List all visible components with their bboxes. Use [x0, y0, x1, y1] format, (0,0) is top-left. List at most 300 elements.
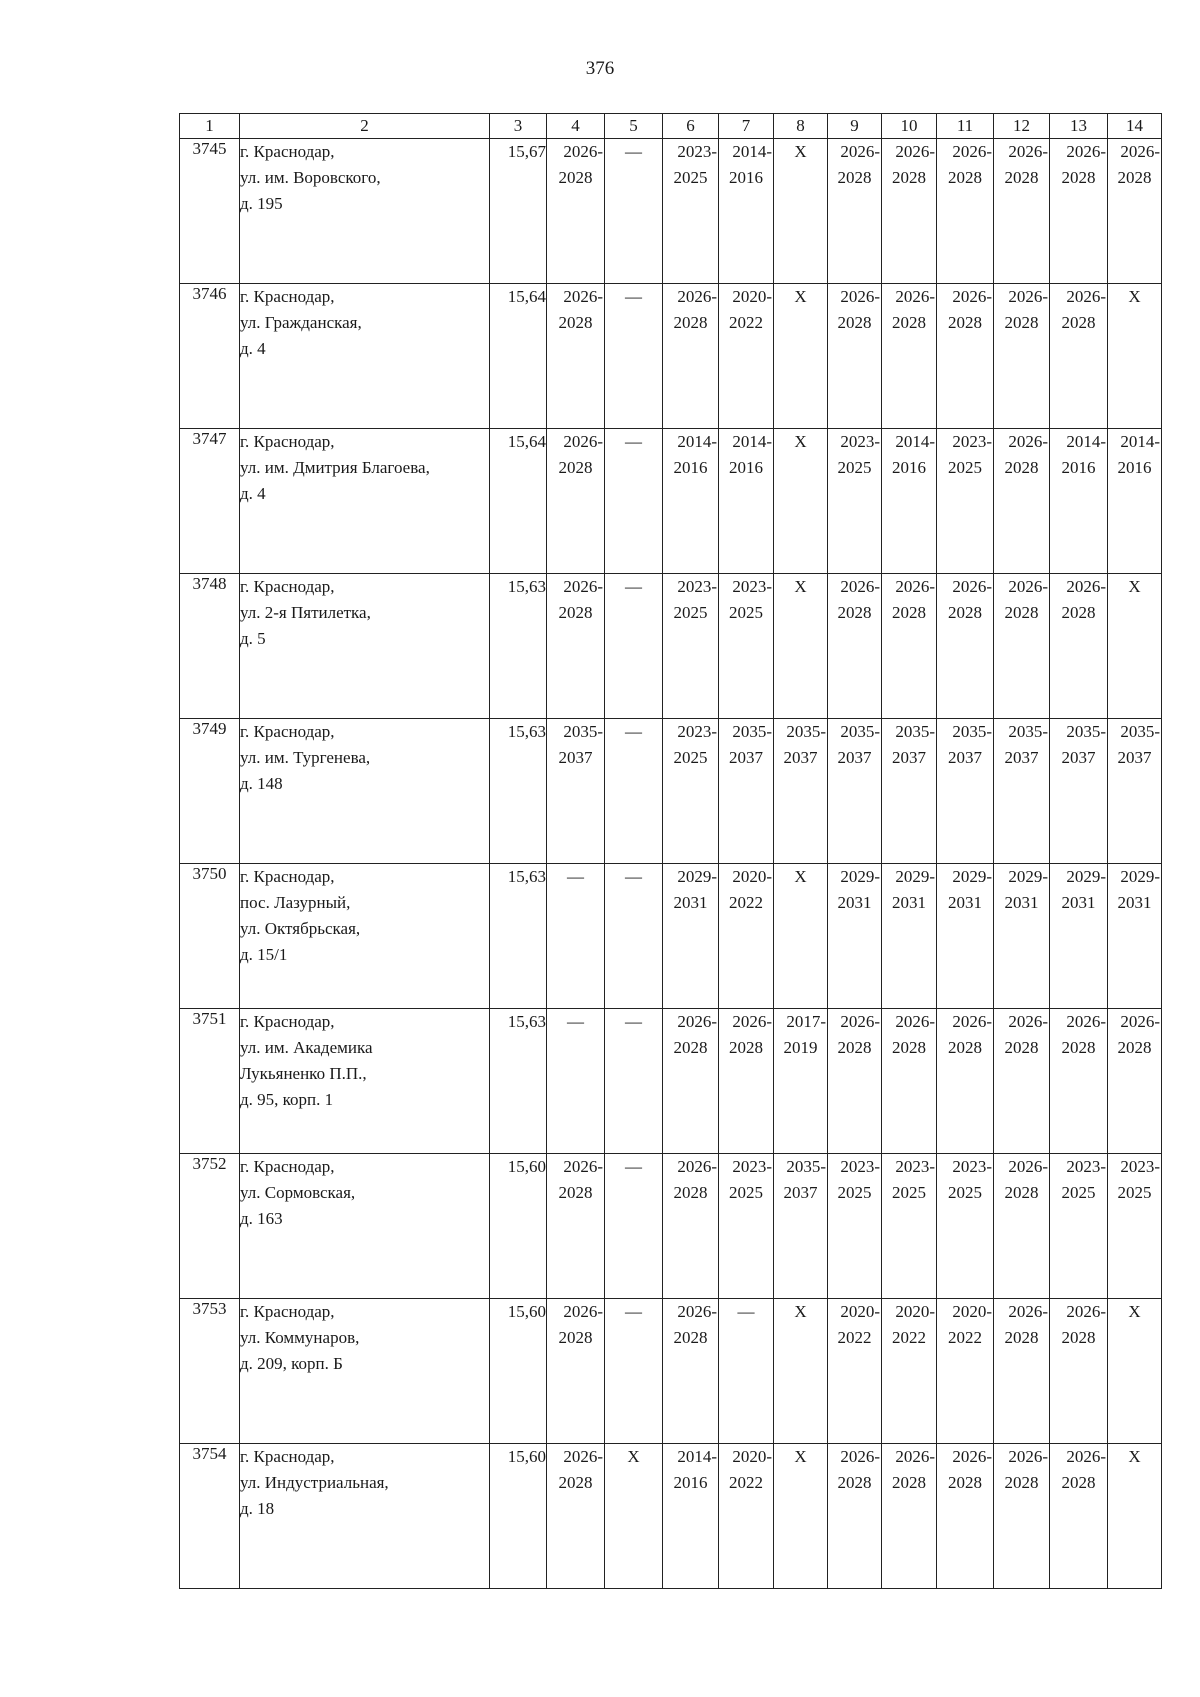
period-end: 2028: [837, 1473, 872, 1492]
period-end: 2022: [729, 893, 763, 912]
period-start: 2035-: [1008, 722, 1048, 741]
period-cell-col-7: [719, 1154, 774, 1299]
period-start: 2014-: [1120, 432, 1160, 451]
period-cell-col-5: [605, 284, 663, 429]
period-start: 2014-: [895, 432, 935, 451]
period-start: 2029-: [677, 867, 717, 886]
table-row: [180, 139, 1162, 284]
period-end: 2028: [1061, 603, 1096, 622]
period-start: 2026-: [895, 142, 935, 161]
period-start: 2023-: [677, 722, 717, 741]
period-start: 2026-: [563, 1302, 603, 1321]
row-number: 3747: [180, 429, 240, 574]
period-cell-col-13: [1050, 574, 1108, 719]
period-end: 2037: [948, 748, 982, 767]
period-start: 2029-: [952, 867, 992, 886]
period-end: 2028: [673, 1038, 708, 1057]
period-cell-col-13: [1050, 1444, 1108, 1589]
period-cell-col-8: [774, 1444, 828, 1589]
period-start: 2026-: [1066, 1012, 1106, 1031]
period-start: —: [737, 1302, 755, 1321]
period-end: 2028: [1004, 458, 1039, 477]
period-start: 2026-: [1008, 432, 1048, 451]
period-cell-col-7: [719, 139, 774, 284]
period-start: Х: [794, 142, 807, 161]
period-cell-col-9: [828, 1299, 882, 1444]
period-start: 2026-: [895, 1447, 935, 1466]
period-start: 2023-: [1120, 1157, 1160, 1176]
period-end: 2016: [729, 168, 763, 187]
value-cell: 15,60: [490, 1444, 547, 1589]
period-start: 2026-: [895, 1012, 935, 1031]
period-cell-col-13: [1050, 719, 1108, 864]
period-start: 2026-: [1008, 142, 1048, 161]
period-cell-col-5: [605, 1444, 663, 1589]
period-start: 2023-: [677, 577, 717, 596]
column-header-13: 13: [1050, 114, 1108, 139]
period-start: 2026-: [1066, 1447, 1106, 1466]
table-row: [180, 429, 1162, 574]
period-end: 2031: [837, 893, 872, 912]
address-line: д. 4: [240, 339, 266, 358]
period-start: Х: [627, 1447, 640, 1466]
period-start: —: [625, 432, 642, 451]
row-number: 3749: [180, 719, 240, 864]
period-start: 2020-: [732, 1447, 772, 1466]
address-line: пос. Лазурный,: [240, 893, 351, 912]
period-start: 2026-: [840, 287, 880, 306]
period-end: 2025: [673, 168, 708, 187]
period-end: 2028: [948, 1038, 982, 1057]
period-start: 2014-: [732, 432, 772, 451]
period-start: 2026-: [1066, 1302, 1106, 1321]
period-end: 2022: [729, 313, 763, 332]
period-cell-col-9: [828, 719, 882, 864]
period-end: 2028: [1061, 1038, 1096, 1057]
address-line: г. Краснодар,: [240, 577, 335, 596]
address-line: г. Краснодар,: [240, 432, 335, 451]
period-cell-col-8: [774, 139, 828, 284]
period-end: 2028: [837, 1038, 872, 1057]
period-end: 2037: [1061, 748, 1096, 767]
table-row: [180, 719, 1162, 864]
address-line: д. 95, корп. 1: [240, 1090, 334, 1109]
column-header-9: 9: [828, 114, 882, 139]
period-start: 2020-: [732, 287, 772, 306]
period-start: 2017-: [786, 1012, 826, 1031]
period-start: 2026-: [1008, 577, 1048, 596]
period-start: 2023-: [732, 1157, 772, 1176]
value-cell: 15,63: [490, 719, 547, 864]
address-line: д. 4: [240, 484, 266, 503]
column-header-1: 1: [180, 114, 240, 139]
period-start: 2026-: [840, 142, 880, 161]
period-cell-col-6: [663, 1299, 719, 1444]
period-cell-col-12: [994, 574, 1050, 719]
period-cell-col-11: [937, 139, 994, 284]
period-cell-col-11: [937, 574, 994, 719]
period-cell-col-12: [994, 429, 1050, 574]
period-cell-col-12: [994, 1299, 1050, 1444]
table-row: [180, 1154, 1162, 1299]
period-start: 2020-: [732, 867, 772, 886]
period-start: 2026-: [1120, 1012, 1160, 1031]
period-start: 2029-: [1008, 867, 1048, 886]
period-cell-col-12: [994, 1154, 1050, 1299]
period-cell-col-6: [663, 1444, 719, 1589]
period-end: 2037: [837, 748, 872, 767]
period-cell-col-14: [1108, 864, 1162, 1009]
period-cell-col-8: [774, 284, 828, 429]
period-start: Х: [794, 867, 807, 886]
period-cell-col-10: [882, 1154, 937, 1299]
column-header-7: 7: [719, 114, 774, 139]
period-cell-col-6: [663, 719, 719, 864]
period-end: 2025: [729, 603, 763, 622]
period-end: 2025: [948, 458, 982, 477]
address-line: г. Краснодар,: [240, 1447, 335, 1466]
period-end: 2025: [837, 1183, 872, 1202]
period-end: 2028: [673, 1183, 708, 1202]
period-start: 2026-: [895, 287, 935, 306]
period-start: 2026-: [563, 1447, 603, 1466]
period-end: 2028: [1004, 1328, 1039, 1347]
column-header-2: 2: [240, 114, 490, 139]
period-start: —: [625, 867, 642, 886]
period-end: 2016: [673, 458, 708, 477]
period-start: —: [625, 142, 642, 161]
period-start: 2035-: [786, 1157, 826, 1176]
period-end: 2028: [948, 1473, 982, 1492]
period-start: Х: [1128, 1447, 1141, 1466]
value-cell: 15,67: [490, 139, 547, 284]
column-header-6: 6: [663, 114, 719, 139]
period-cell-col-14: [1108, 574, 1162, 719]
period-start: 2026-: [1120, 142, 1160, 161]
period-end: 2028: [1004, 603, 1039, 622]
period-start: 2026-: [732, 1012, 772, 1031]
period-end: 2019: [783, 1038, 818, 1057]
table-row: [180, 574, 1162, 719]
period-end: 2022: [729, 1473, 763, 1492]
period-cell-col-8: [774, 1299, 828, 1444]
column-header-12: 12: [994, 114, 1050, 139]
address-cell: [240, 1009, 490, 1154]
period-start: 2026-: [677, 1012, 717, 1031]
period-cell-col-11: [937, 1444, 994, 1589]
period-end: 2022: [948, 1328, 982, 1347]
period-end: 2025: [948, 1183, 982, 1202]
column-header-10: 10: [882, 114, 937, 139]
address-line: ул. Гражданская,: [240, 313, 362, 332]
period-cell-col-8: [774, 864, 828, 1009]
period-start: 2026-: [677, 1157, 717, 1176]
period-end: 2028: [558, 168, 593, 187]
period-start: Х: [794, 1447, 807, 1466]
period-start: 2035-: [1120, 722, 1160, 741]
period-start: —: [625, 287, 642, 306]
period-cell-col-5: [605, 429, 663, 574]
period-cell-col-12: [994, 719, 1050, 864]
period-start: 2035-: [895, 722, 935, 741]
period-cell-col-14: [1108, 139, 1162, 284]
period-end: 2016: [729, 458, 763, 477]
address-line: г. Краснодар,: [240, 1302, 335, 1321]
table-row: [180, 284, 1162, 429]
period-cell-col-13: [1050, 284, 1108, 429]
period-end: 2025: [673, 748, 708, 767]
period-cell-col-4: [547, 284, 605, 429]
period-cell-col-4: [547, 719, 605, 864]
address-line: г. Краснодар,: [240, 287, 335, 306]
period-end: 2016: [1117, 458, 1152, 477]
period-cell-col-10: [882, 284, 937, 429]
address-cell: [240, 284, 490, 429]
period-end: 2016: [892, 458, 926, 477]
period-cell-col-8: [774, 1009, 828, 1154]
period-end: 2028: [948, 603, 982, 622]
period-cell-col-4: [547, 574, 605, 719]
period-end: 2028: [1004, 168, 1039, 187]
period-end: 2028: [892, 168, 926, 187]
period-cell-col-10: [882, 139, 937, 284]
period-cell-col-10: [882, 429, 937, 574]
address-line: д. 15/1: [240, 945, 288, 964]
period-start: Х: [1128, 287, 1141, 306]
period-start: Х: [1128, 577, 1141, 596]
row-number: 3751: [180, 1009, 240, 1154]
period-start: 2020-: [952, 1302, 992, 1321]
address-line: ул. им. Академика: [240, 1038, 373, 1057]
period-cell-col-12: [994, 284, 1050, 429]
address-line: Лукьяненко П.П.,: [240, 1064, 367, 1083]
period-end: 2028: [1061, 313, 1096, 332]
period-start: 2026-: [952, 287, 992, 306]
period-cell-col-7: [719, 1299, 774, 1444]
period-end: 2022: [892, 1328, 926, 1347]
period-start: 2026-: [840, 1447, 880, 1466]
row-number: 3746: [180, 284, 240, 429]
period-end: 2028: [1061, 1473, 1096, 1492]
address-line: ул. Индустриальная,: [240, 1473, 389, 1492]
period-cell-col-10: [882, 1009, 937, 1154]
address-line: г. Краснодар,: [240, 867, 335, 886]
period-cell-col-13: [1050, 864, 1108, 1009]
period-cell-col-11: [937, 719, 994, 864]
period-start: 2023-: [840, 432, 880, 451]
period-cell-col-12: [994, 139, 1050, 284]
period-cell-col-14: [1108, 1444, 1162, 1589]
period-start: —: [625, 1157, 642, 1176]
period-start: 2026-: [952, 1012, 992, 1031]
period-start: 2026-: [677, 287, 717, 306]
period-start: 2014-: [732, 142, 772, 161]
period-cell-col-14: [1108, 284, 1162, 429]
period-start: 2035-: [563, 722, 603, 741]
period-cell-col-14: [1108, 719, 1162, 864]
period-cell-col-11: [937, 1299, 994, 1444]
period-start: 2026-: [563, 577, 603, 596]
period-end: 2037: [1004, 748, 1039, 767]
column-header-8: 8: [774, 114, 828, 139]
address-cell: [240, 429, 490, 574]
period-cell-col-5: [605, 719, 663, 864]
period-end: 2031: [948, 893, 982, 912]
period-start: —: [625, 722, 642, 741]
address-line: ул. Октябрьская,: [240, 919, 361, 938]
period-start: Х: [1128, 1302, 1141, 1321]
period-cell-col-4: [547, 1009, 605, 1154]
period-start: 2035-: [840, 722, 880, 741]
period-cell-col-7: [719, 1444, 774, 1589]
period-cell-col-5: [605, 1154, 663, 1299]
column-header-11: 11: [937, 114, 994, 139]
period-start: 2029-: [1120, 867, 1160, 886]
address-cell: [240, 1299, 490, 1444]
period-start: 2020-: [895, 1302, 935, 1321]
period-end: 2028: [673, 313, 708, 332]
period-end: 2028: [892, 1038, 926, 1057]
period-start: 2020-: [840, 1302, 880, 1321]
period-start: 2014-: [677, 432, 717, 451]
period-end: 2022: [837, 1328, 872, 1347]
address-cell: [240, 1154, 490, 1299]
period-start: Х: [794, 432, 807, 451]
address-cell: [240, 1444, 490, 1589]
address-line: г. Краснодар,: [240, 1157, 335, 1176]
period-cell-col-5: [605, 1009, 663, 1154]
period-end: 2037: [783, 748, 818, 767]
period-start: 2023-: [952, 432, 992, 451]
address-line: д. 163: [240, 1209, 283, 1228]
row-number: 3745: [180, 139, 240, 284]
period-start: 2026-: [840, 577, 880, 596]
address-cell: [240, 864, 490, 1009]
period-cell-col-13: [1050, 1154, 1108, 1299]
period-start: 2026-: [1008, 1447, 1048, 1466]
period-cell-col-6: [663, 1154, 719, 1299]
period-start: —: [625, 577, 642, 596]
period-cell-col-14: [1108, 429, 1162, 574]
period-cell-col-11: [937, 1009, 994, 1154]
period-cell-col-6: [663, 429, 719, 574]
period-start: 2023-: [1066, 1157, 1106, 1176]
period-start: —: [567, 867, 584, 886]
period-cell-col-8: [774, 429, 828, 574]
row-number: 3754: [180, 1444, 240, 1589]
period-cell-col-8: [774, 1154, 828, 1299]
period-end: 2028: [1117, 1038, 1152, 1057]
period-start: 2023-: [952, 1157, 992, 1176]
period-cell-col-12: [994, 1009, 1050, 1154]
column-header-3: 3: [490, 114, 547, 139]
period-start: 2026-: [1066, 142, 1106, 161]
period-start: 2026-: [840, 1012, 880, 1031]
period-end: 2031: [892, 893, 926, 912]
period-start: 2026-: [1066, 287, 1106, 306]
period-cell-col-12: [994, 864, 1050, 1009]
period-cell-col-13: [1050, 1299, 1108, 1444]
period-cell-col-7: [719, 574, 774, 719]
address-line: д. 195: [240, 194, 283, 213]
period-cell-col-10: [882, 719, 937, 864]
period-start: 2035-: [732, 722, 772, 741]
period-end: 2028: [1004, 1038, 1039, 1057]
address-line: ул. им. Воровского,: [240, 168, 381, 187]
address-line: г. Краснодар,: [240, 1012, 335, 1031]
period-start: 2035-: [786, 722, 826, 741]
table-row: [180, 1444, 1162, 1589]
period-end: 2028: [892, 603, 926, 622]
period-start: 2026-: [563, 142, 603, 161]
value-cell: 15,63: [490, 864, 547, 1009]
period-end: 2031: [1117, 893, 1152, 912]
period-start: 2026-: [895, 577, 935, 596]
period-cell-col-7: [719, 284, 774, 429]
value-cell: 15,60: [490, 1154, 547, 1299]
period-start: Х: [794, 577, 807, 596]
period-cell-col-12: [994, 1444, 1050, 1589]
column-header-5: 5: [605, 114, 663, 139]
period-end: 2028: [837, 313, 872, 332]
period-end: 2028: [1061, 1328, 1096, 1347]
period-start: 2026-: [1008, 1012, 1048, 1031]
period-cell-col-4: [547, 864, 605, 1009]
period-end: 2025: [1061, 1183, 1096, 1202]
period-start: 2026-: [952, 142, 992, 161]
period-end: 2028: [1004, 1183, 1039, 1202]
address-line: д. 5: [240, 629, 266, 648]
period-cell-col-5: [605, 574, 663, 719]
period-start: 2026-: [563, 1157, 603, 1176]
period-end: 2025: [1117, 1183, 1152, 1202]
row-number: 3750: [180, 864, 240, 1009]
period-end: 2028: [673, 1328, 708, 1347]
address-line: ул. Сормовская,: [240, 1183, 356, 1202]
period-start: 2023-: [895, 1157, 935, 1176]
period-start: 2023-: [677, 142, 717, 161]
column-header-4: 4: [547, 114, 605, 139]
period-cell-col-7: [719, 1009, 774, 1154]
table-row: [180, 864, 1162, 1009]
period-start: 2026-: [952, 577, 992, 596]
period-cell-col-9: [828, 284, 882, 429]
period-end: 2028: [558, 603, 593, 622]
period-cell-col-6: [663, 574, 719, 719]
period-cell-col-14: [1108, 1299, 1162, 1444]
period-start: —: [567, 1012, 584, 1031]
period-cell-col-4: [547, 1444, 605, 1589]
period-end: 2037: [558, 748, 593, 767]
period-end: 2028: [948, 168, 982, 187]
period-start: Х: [794, 287, 807, 306]
row-number: 3748: [180, 574, 240, 719]
period-cell-col-7: [719, 429, 774, 574]
period-cell-col-13: [1050, 429, 1108, 574]
period-end: 2037: [892, 748, 926, 767]
period-cell-col-11: [937, 284, 994, 429]
period-start: 2026-: [563, 432, 603, 451]
period-cell-col-13: [1050, 139, 1108, 284]
period-end: 2028: [1117, 168, 1152, 187]
period-start: 2026-: [563, 287, 603, 306]
period-start: 2035-: [952, 722, 992, 741]
period-end: 2016: [673, 1473, 708, 1492]
value-cell: 15,63: [490, 1009, 547, 1154]
period-end: 2031: [1061, 893, 1096, 912]
period-cell-col-11: [937, 429, 994, 574]
period-cell-col-7: [719, 719, 774, 864]
